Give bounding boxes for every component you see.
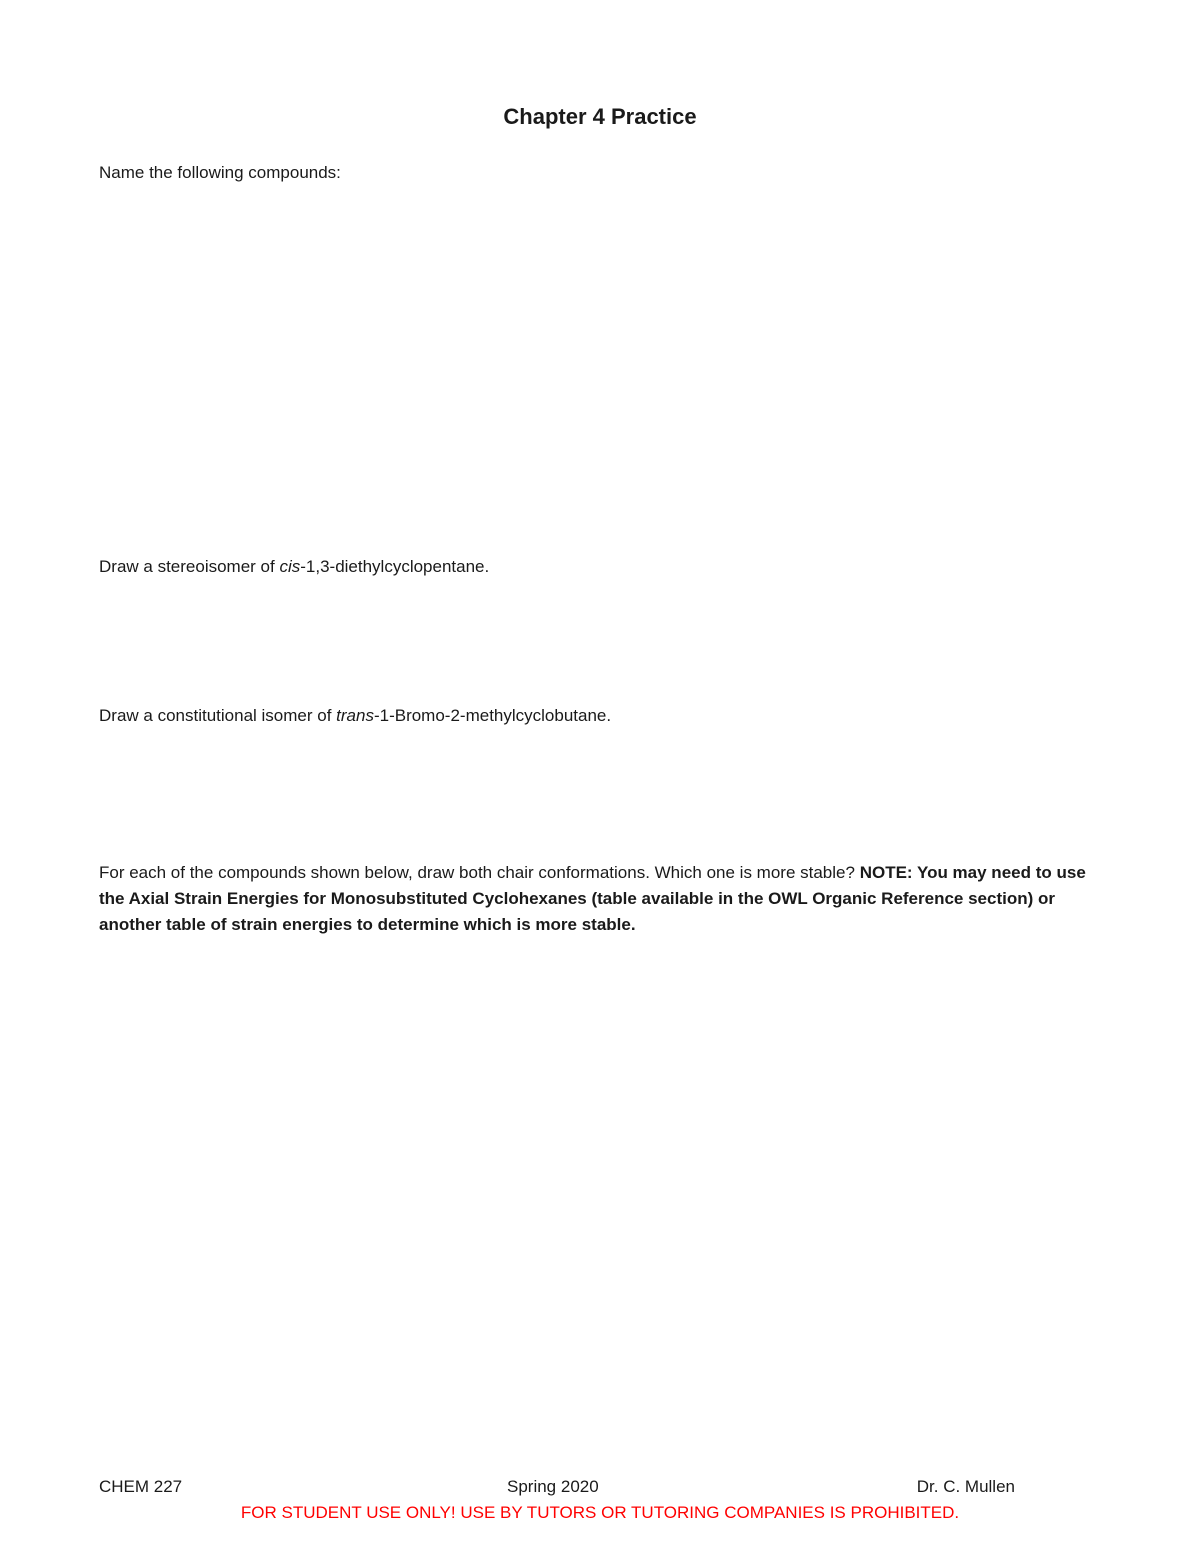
question-chair-note: NOTE: You may need to use the Axial Strain Energies for Monosubstituted Cyclohexanes (table available in the OWL Organic Reference section) or another table of strain energies to determine which is more stable. <box>99 863 1086 934</box>
page-title: Chapter 4 Practice <box>503 104 697 129</box>
question-chair-conformations <box>99 860 1109 938</box>
question-constitutional-italic: trans <box>336 706 374 725</box>
question-stereoisomer <box>99 554 489 580</box>
footer-usage-notice: FOR STUDENT USE ONLY! USE BY TUTORS OR TUTORING COMPANIES IS PROHIBITED. <box>240 1503 960 1522</box>
question-constitutional-suffix: -1-Bromo-2-methylcyclobutane. <box>373 706 612 725</box>
page-footer <box>99 1474 1019 1500</box>
question-constitutional-prefix: Draw a constitutional isomer of <box>99 706 337 725</box>
footer-instructor: Dr. C. Mullen <box>916 1477 1015 1496</box>
question-constitutional-isomer <box>99 703 611 729</box>
question-chair-text: For each of the compounds shown below, draw both chair conformations. Which one is more stable? <box>99 863 860 882</box>
footer-course: CHEM 227 <box>99 1477 183 1496</box>
question-stereoisomer-italic: cis <box>279 557 301 576</box>
question-stereoisomer-suffix: -1,3-diethylcyclopentane. <box>300 557 490 576</box>
question-stereoisomer-prefix: Draw a stereoisomer of <box>99 557 280 576</box>
question-name-compounds: Name the following compounds: <box>99 163 341 182</box>
footer-term: Spring 2020 <box>507 1477 599 1496</box>
